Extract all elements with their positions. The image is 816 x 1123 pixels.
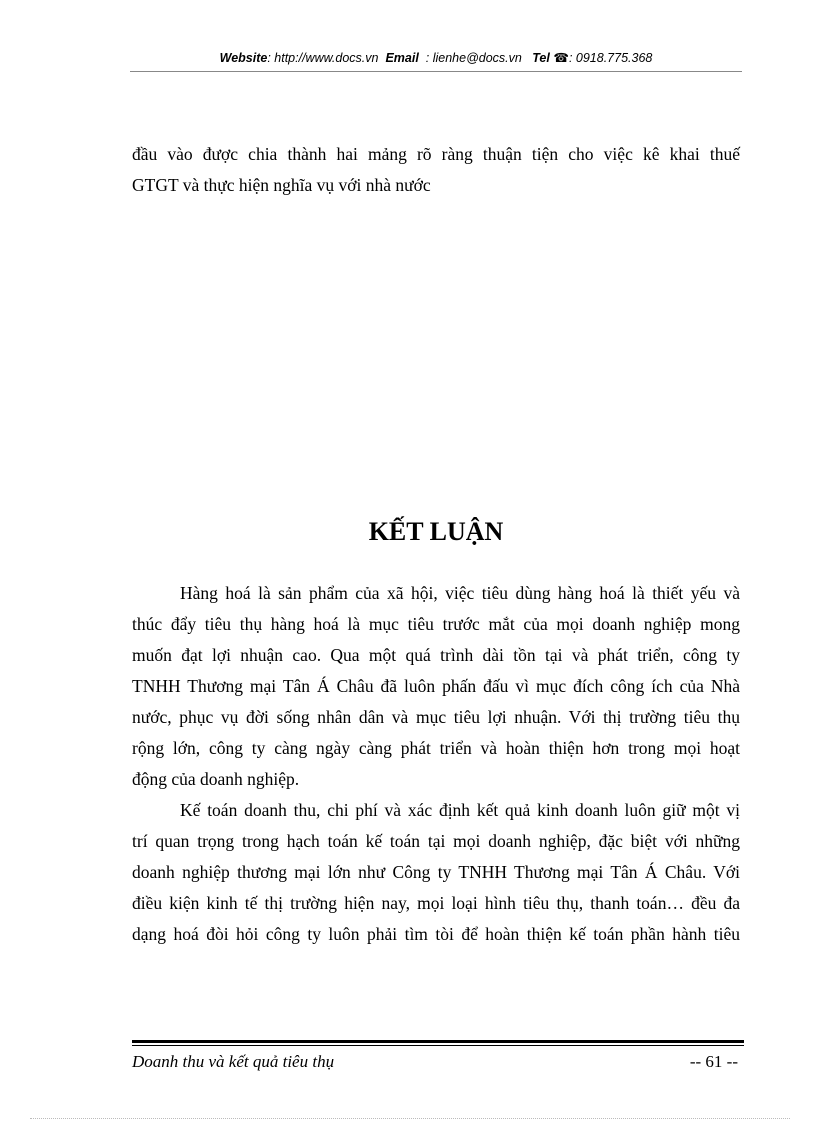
text-line: thúc đẩy tiêu thụ hàng hoá là mục tiêu trước mắt của mọi doanh nghiệp mong (132, 614, 740, 634)
text-line: doanh nghiệp thương mại lớn như Công ty TNHH Thương mại Tân Á Châu. Với (132, 862, 740, 882)
email-value[interactable]: : lienhe@docs.vn (425, 51, 522, 65)
text-line: TNHH Thương mại Tân Á Châu đã luôn phấn đấu vì mục đích công ích của Nhà (132, 676, 740, 696)
text-line: rộng lớn, công ty càng ngày càng phát triển và hoàn thiện hơn trong mọi hoạt (132, 738, 740, 758)
page-header (130, 50, 742, 65)
text-line: nước, phục vụ đời sống nhân dân và mục tiêu lợi nhuận. Với thị trường tiêu thụ (132, 707, 740, 727)
telephone-icon: ☎ (553, 51, 569, 65)
text-line: động của doanh nghiệp. (132, 769, 300, 789)
intro-line: đầu vào được chia thành hai mảng rõ ràng thuận tiện cho việc kê khai thuế (132, 144, 740, 164)
page-bottom-border (30, 1118, 790, 1119)
text-line: dạng hoá đòi hỏi công ty luôn phải tìm tòi để hoàn thiện kế toán phần hành tiêu (132, 924, 740, 944)
text-line: Hàng hoá là sản phẩm của xã hội, việc tiêu dùng hàng hoá là thiết yếu và (180, 583, 740, 603)
text-line: Kế toán doanh thu, chi phí và xác định kết quả kinh doanh luôn giữ một vị (180, 800, 740, 820)
footer-divider-thin (132, 1045, 744, 1046)
text-line: trí quan trọng trong hạch toán kế toán tại mọi doanh nghiệp, đặc biệt với những (132, 831, 740, 851)
conclusion-title: KẾT LUẬN (368, 517, 504, 546)
intro-line: GTGT và thực hiện nghĩa vụ với nhà nước (132, 175, 431, 195)
email-label: Email (385, 51, 419, 65)
footer-divider-thick (132, 1040, 744, 1043)
conclusion-paragraph-1 (132, 578, 740, 795)
tel-label: Tel (532, 51, 550, 65)
website-value[interactable]: : http://www.docs.vn (267, 51, 379, 65)
footer-section-title: Doanh thu và kết quả tiêu thụ (132, 1052, 335, 1071)
website-label: Website (219, 51, 268, 65)
header-divider (130, 71, 742, 72)
intro-paragraph (132, 139, 740, 201)
text-line: điều kiện kinh tế thị trường hiện nay, mọi loại hình tiêu thụ, thanh toán… đều đa (132, 893, 740, 913)
text-line: muốn đạt lợi nhuận cao. Qua một quá trình dài tồn tại và phát triển, công ty (132, 645, 740, 665)
conclusion-paragraph-2 (132, 795, 740, 950)
tel-value: : 0918.775.368 (568, 51, 653, 65)
page-number: -- 61 -- (689, 1052, 738, 1071)
